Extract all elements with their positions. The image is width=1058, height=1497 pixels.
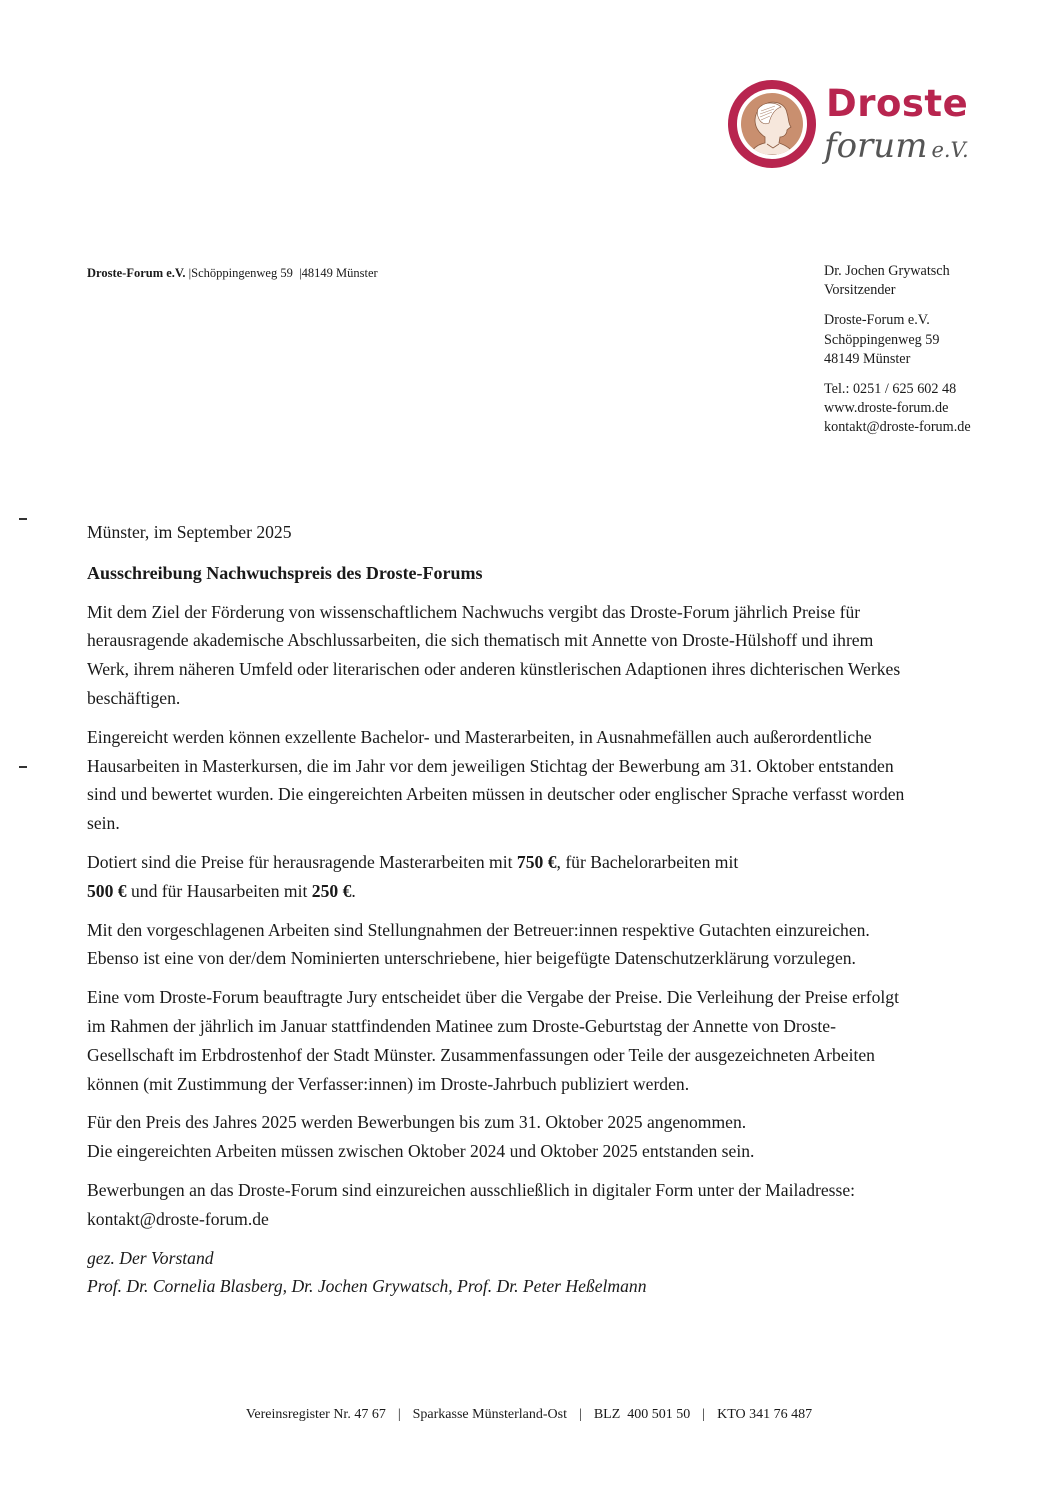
text: Dotiert sind die Preise für herausragende Masterarbeiten mit	[87, 851, 517, 872]
contact-person-group	[824, 262, 971, 300]
sender-address-line	[87, 266, 378, 281]
paragraph-eligibility: Eingereicht werden können exzellente Bachelor- und Masterarbeiten, in Ausnahmefällen auch außerordentliche Hausarbeiten in Masterkursen, die im Jahr vor dem jeweiligen Stichtag der Bewerbung am 31. Oktober entstanden sind und bewertet wurden. Die eingereichten Arbeiten müssen in deutscher oder englischer Sprache verfasst worden sein.	[87, 726, 905, 834]
sender-street: Schöppingenweg 59	[191, 266, 293, 280]
fold-mark	[19, 518, 27, 520]
logo-ev-text: e.V.	[931, 138, 969, 162]
deadline-line-1: Für den Preis des Jahres 2025 werden Bewerbungen bis zum 31. Oktober 2025 angenommen.	[87, 1112, 747, 1133]
haus-prize-amount: 250 €	[311, 880, 352, 901]
footer-bank: Sparkasse Münsterland-Ost	[412, 1407, 568, 1422]
droste-forum-logo	[728, 80, 968, 176]
contact-role: Vorsitzender	[824, 282, 896, 299]
text: , für Bachelorarbeiten mit	[556, 851, 739, 872]
text: und für Hausarbeiten mit	[126, 880, 312, 901]
footer	[0, 1407, 1058, 1423]
sender-city: 48149 Münster	[301, 266, 378, 280]
contact-email[interactable]: kontakt@droste-forum.de	[824, 419, 971, 436]
portrait-medallion-icon	[741, 93, 803, 155]
paragraph-submission: Bewerbungen an das Droste-Forum sind einzureichen ausschließlich in digitaler Form unter der Mailadresse: kontakt@droste-forum.de	[87, 1179, 856, 1229]
separator: |	[579, 1407, 582, 1422]
letter-date: Münster, im September 2025	[87, 522, 292, 542]
paragraph-deadline	[87, 1108, 907, 1166]
footer-register: Vereinsregister Nr. 47 67	[245, 1407, 386, 1422]
contact-block	[824, 262, 971, 449]
paragraph-prizes	[87, 848, 907, 906]
signature-line-2: Prof. Dr. Cornelia Blasberg, Dr. Jochen Grywatsch, Prof. Dr. Peter Heßelmann	[87, 1276, 647, 1297]
footer-kto: KTO 341 76 487	[717, 1407, 813, 1422]
contact-phone: Tel.: 0251 / 625 602 48	[824, 381, 957, 398]
separator: |	[702, 1407, 706, 1422]
bachelor-prize-amount: 500 €	[87, 880, 127, 901]
separator: |	[397, 1407, 401, 1422]
paragraph-intro: Mit dem Ziel der Förderung von wissenschaftlichem Nachwuchs vergibt das Droste-Forum jährlich Preise für herausragende akademische Abschlussarbeiten, die sich thematisch mit Annette von Droste-Hülshoff und ihrem Werk, ihrem näheren Umfeld oder literarischen oder anderen künstlerischen Adaptionen ihres dichterischen Werkes beschäftigen.	[87, 601, 901, 708]
logo-forum-text: forum	[824, 126, 928, 166]
letter-title: Ausschreibung Nachwuchspreis des Droste-Forums	[87, 562, 483, 583]
master-prize-amount: 750 €	[516, 851, 557, 872]
footer-blz: BLZ 400 501 50	[593, 1407, 691, 1422]
paragraph-documents: Mit den vorgeschlagenen Arbeiten sind Stellungnahmen der Betreuer:innen respektive Gutachten einzureichen. Ebenso ist eine von der/dem Nominierten unterschriebene, hier beigefügte Datenschutzerklärung vorzulegen.	[87, 919, 870, 969]
text: .	[351, 880, 356, 901]
contact-city: 48149 Münster	[824, 350, 911, 367]
contact-person: Dr. Jochen Grywatsch	[824, 263, 950, 279]
contact-address-group	[824, 311, 971, 369]
signature-line-1: gez. Der Vorstand	[87, 1247, 214, 1268]
letter-body	[87, 518, 907, 1301]
deadline-line-2: Die eingereichten Arbeiten müssen zwischen Oktober 2024 und Oktober 2025 entstanden sein.	[87, 1141, 755, 1162]
contact-org: Droste-Forum e.V.	[824, 312, 930, 329]
logo-wordmark-forum	[824, 124, 969, 172]
contact-web[interactable]: www.droste-forum.de	[824, 400, 949, 417]
logo-wordmark-droste: Droste	[826, 82, 969, 125]
separator: |	[188, 266, 192, 280]
sender-org: Droste-Forum e.V.	[87, 266, 186, 280]
contact-street: Schöppingenweg 59	[824, 331, 940, 348]
contact-comm-group	[824, 380, 971, 438]
paragraph-jury: Eine vom Droste-Forum beauftragte Jury entscheidet über die Vergabe der Preise. Die Verleihung der Preise erfolgt im Rahmen der jährlich im Januar stattfindenden Matinee zum Droste-Geburtstag der Annette von Droste-Gesellschaft im Erbdrostenhof der Stadt Münster. Zusammenfassungen oder Teile der ausgezeichneten Arbeiten können (mit Zustimmung der Verfasser:innen) im Droste-Jahrbuch publiziert werden.	[87, 987, 899, 1094]
punch-mark	[19, 766, 27, 768]
separator: |	[299, 266, 302, 280]
